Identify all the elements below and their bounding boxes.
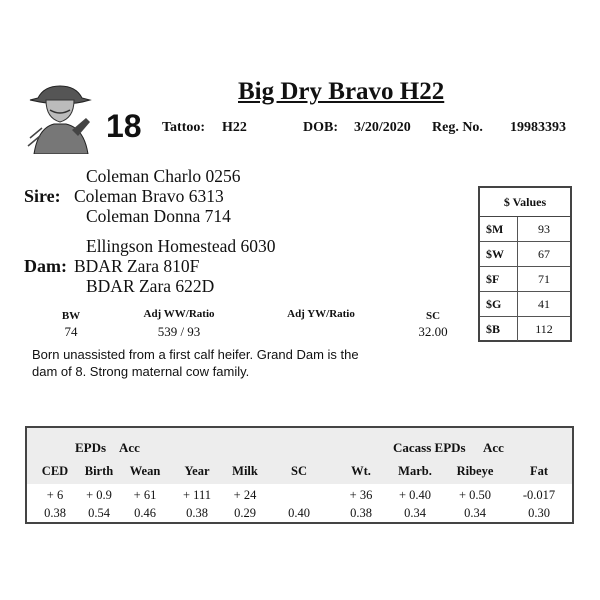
- epd-value: + 24: [233, 488, 257, 502]
- lot-number: 18: [106, 108, 142, 144]
- dollar-value-row: [480, 317, 570, 341]
- epd-header: [27, 428, 572, 484]
- epd-accuracy-value: 0.34: [404, 506, 426, 520]
- dollar-value-label: $W: [480, 242, 518, 266]
- dollar-value-row: [480, 217, 570, 242]
- epd-column-header: Ribeye: [456, 464, 494, 478]
- epd-column-header: Wean: [129, 464, 161, 478]
- epd-accuracy-value: 0.30: [528, 506, 550, 520]
- epd-column-header: Year: [184, 464, 210, 478]
- epd-value: -0.017: [522, 488, 556, 502]
- dollar-value-number: 93: [538, 222, 550, 236]
- sire-name: Coleman Bravo 6313: [74, 186, 224, 206]
- epd-column-header: CED: [41, 464, 69, 478]
- sc-label: SC: [425, 310, 441, 322]
- epd-acc-label: Acc: [119, 440, 140, 455]
- epd-accuracy-value: 0.38: [186, 506, 208, 520]
- epd-column-header: Birth: [84, 464, 114, 478]
- animal-name-title: Big Dry Bravo H22: [238, 78, 445, 105]
- reg-value: 19983393: [510, 120, 566, 135]
- sire-dam: Coleman Donna 714: [86, 206, 231, 226]
- sire-label: Sire:: [24, 186, 61, 206]
- adjww-value: 539 / 93: [157, 324, 201, 339]
- epd-column-header: Marb.: [398, 464, 432, 478]
- epd-column-header: Fat: [529, 464, 549, 478]
- sire-sire: Coleman Charlo 0256: [86, 166, 241, 186]
- reg-label: Reg. No.: [432, 120, 483, 135]
- dollar-values-title: $ Values: [480, 188, 570, 217]
- epd-table: [25, 426, 574, 524]
- dollar-value-label: $M: [480, 217, 518, 241]
- sc-value: 32.00: [418, 324, 448, 339]
- bw-label: BW: [61, 310, 81, 322]
- epd-group-label: EPDs: [75, 440, 107, 455]
- epd-accuracy-value: 0.29: [234, 506, 256, 520]
- dam-sire: Ellingson Homestead 6030: [86, 236, 276, 256]
- epd-column-header: Wt.: [351, 464, 371, 478]
- dollar-value-row: [480, 242, 570, 267]
- dollar-values-box: [478, 186, 572, 342]
- epd-value: + 111: [183, 488, 211, 502]
- epd-value: + 0.40: [398, 488, 432, 502]
- carcass-acc-label: Acc: [483, 440, 504, 455]
- cowboy-logo-icon: [24, 78, 96, 154]
- epd-value: + 0.50: [458, 488, 492, 502]
- dollar-value-number: 67: [538, 247, 550, 261]
- tattoo-label: Tattoo:: [162, 120, 206, 135]
- epd-accuracy-value: 0.34: [464, 506, 486, 520]
- epd-accuracy-value: 0.40: [288, 506, 310, 520]
- epd-accuracy-value: 0.54: [88, 506, 110, 520]
- dollar-value-number: 71: [538, 272, 550, 286]
- dollar-value-label: $B: [480, 317, 518, 341]
- dam-dam: BDAR Zara 622D: [86, 276, 215, 296]
- dollar-value-number: 41: [538, 297, 550, 311]
- epd-value: + 61: [133, 488, 157, 502]
- dollar-value-label: $G: [480, 292, 518, 316]
- adjww-label: Adj WW/Ratio: [143, 308, 215, 320]
- notes-text: Born unassisted from a first calf heifer. Grand Dam is the dam of 8. Strong maternal cow family.: [32, 347, 359, 379]
- bw-value: 74: [64, 324, 78, 339]
- dollar-value-row: [480, 267, 570, 292]
- tattoo-value: H22: [222, 120, 247, 135]
- epd-column-header: Milk: [232, 464, 258, 478]
- dollar-value-row: [480, 292, 570, 317]
- dollar-value-number: 112: [535, 322, 553, 336]
- epd-value: + 0.9: [86, 488, 112, 502]
- dollar-value-label: $F: [480, 267, 518, 291]
- epd-value: + 6: [46, 488, 64, 502]
- epd-accuracy-value: 0.38: [350, 506, 372, 520]
- epd-accuracy-value: 0.46: [134, 506, 156, 520]
- epd-column-header: SC: [291, 464, 307, 478]
- adjyw-label: Adj YW/Ratio: [287, 308, 355, 320]
- dam-label: Dam:: [24, 256, 67, 276]
- epd-value: + 36: [349, 488, 373, 502]
- dob-value: 3/20/2020: [354, 120, 411, 135]
- dam-name: BDAR Zara 810F: [74, 256, 200, 276]
- carcass-epd-group-label: Cacass EPDs: [393, 440, 466, 455]
- epd-accuracy-value: 0.38: [44, 506, 66, 520]
- dob-label: DOB:: [303, 120, 338, 135]
